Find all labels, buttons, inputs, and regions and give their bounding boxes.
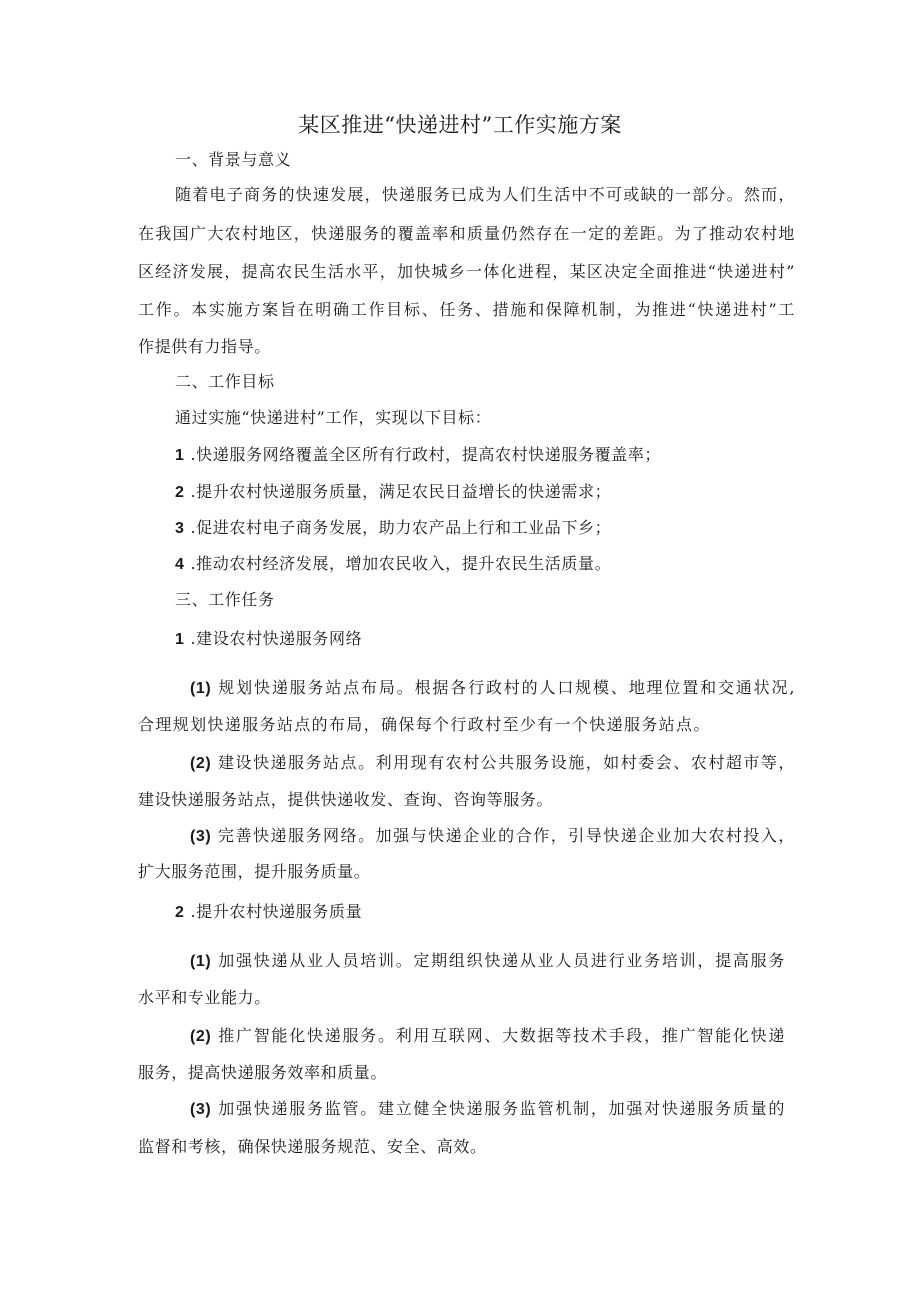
subtask-line — [190, 1097, 785, 1122]
paragraph-line: 作提供有力指导。 — [138, 337, 271, 356]
subtask-label: (2) — [190, 1028, 212, 1045]
subtask-line: 合理规划快递服务站点的布局，确保每个行政村至少有一个快递服务站点。 — [138, 715, 710, 734]
document-title: 某区推进“快递进村”工作实施方案 — [298, 113, 622, 137]
goal-text: .推动农村经济发展，增加农民收入，提升农民生活质量。 — [190, 554, 612, 573]
goal-item — [175, 516, 611, 541]
subtask-text: 完善快递服务网络。加强与快递企业的合作，引导快递企业加大农村投入， — [217, 826, 795, 845]
task-heading — [175, 900, 362, 925]
subtask-line — [190, 751, 795, 776]
subtask-text: 加强快递从业人员培训。定期组织快递从业人员进行业务培训，提高服务 — [218, 951, 786, 970]
subtask-line: 扩大服务范围，提升服务质量。 — [138, 862, 371, 881]
goal-text: .促进农村电子商务发展，助力农产品上行和工业品下乡； — [190, 518, 612, 537]
subtask-label: (2) — [190, 755, 212, 772]
section-heading: 三、工作任务 — [175, 590, 275, 609]
section-heading: 二、工作目标 — [175, 372, 275, 391]
goal-number: 3 — [175, 520, 185, 537]
task-number: 2 — [175, 904, 185, 921]
goal-text: .快递服务网络覆盖全区所有行政村，提高农村快递服务覆盖率； — [190, 445, 661, 464]
subtask-text: 加强快递服务监管。建立健全快递服务监管机制，加强对快递服务质量的 — [218, 1099, 786, 1118]
subtask-line: 建设快递服务站点，提供快递收发、查询、咨询等服务。 — [138, 790, 554, 809]
subtask-line — [190, 1024, 785, 1049]
subtask-line: 监督和考核，确保快递服务规范、安全、高效。 — [138, 1137, 487, 1156]
subtask-label: (3) — [190, 828, 212, 845]
goal-number: 2 — [175, 484, 185, 501]
subtask-label: (3) — [190, 1101, 212, 1118]
subtask-text: 推广智能化快递服务。利用互联网、大数据等技术手段，推广智能化快递 — [218, 1026, 786, 1045]
paragraph-line: 工作。本实施方案旨在明确工作目标、任务、措施和保障机制，为推进“快递进村”工 — [138, 300, 795, 319]
subtask-line — [190, 949, 785, 974]
paragraph-line: 在我国广大农村地区，快递服务的覆盖率和质量仍然存在一定的差距。为了推动农村地 — [138, 224, 795, 243]
task-title: .提升农村快递服务质量 — [190, 902, 363, 921]
goal-text: .提升农村快递服务质量，满足农民日益增长的快递需求； — [190, 482, 612, 501]
subtask-line: 水平和专业能力。 — [138, 988, 271, 1007]
subtask-line: 服务，提高快递服务效率和质量。 — [138, 1063, 388, 1082]
subtask-text: 规划快递服务站点布局。根据各行政村的人口规模、地理位置和交通状况, — [218, 678, 796, 697]
task-number: 1 — [175, 631, 185, 648]
goal-number: 4 — [175, 556, 185, 573]
subtask-line — [190, 824, 795, 849]
paragraph-line: 随着电子商务的快速发展，快递服务已成为人们生活中不可或缺的一部分。然而， — [175, 185, 795, 204]
paragraph-line: 区经济发展，提高农民生活水平，加快城乡一体化进程，某区决定全面推进“快递进村” — [138, 262, 795, 281]
task-title: .建设农村快递服务网络 — [190, 629, 363, 648]
subtask-label: (1) — [190, 680, 212, 697]
section-heading: 一、背景与意义 — [175, 150, 292, 169]
goal-item — [175, 552, 611, 577]
subtask-text: 建设快递服务站点。利用现有农村公共服务设施，如村委会、农村超市等， — [217, 753, 795, 772]
goal-number: 1 — [175, 447, 185, 464]
subtask-label: (1) — [190, 953, 212, 970]
goal-item — [175, 480, 611, 505]
section-intro: 通过实施“快递进村”工作，实现以下目标： — [175, 408, 492, 427]
subtask-line — [190, 676, 795, 701]
task-heading — [175, 627, 362, 652]
goal-item — [175, 443, 661, 468]
